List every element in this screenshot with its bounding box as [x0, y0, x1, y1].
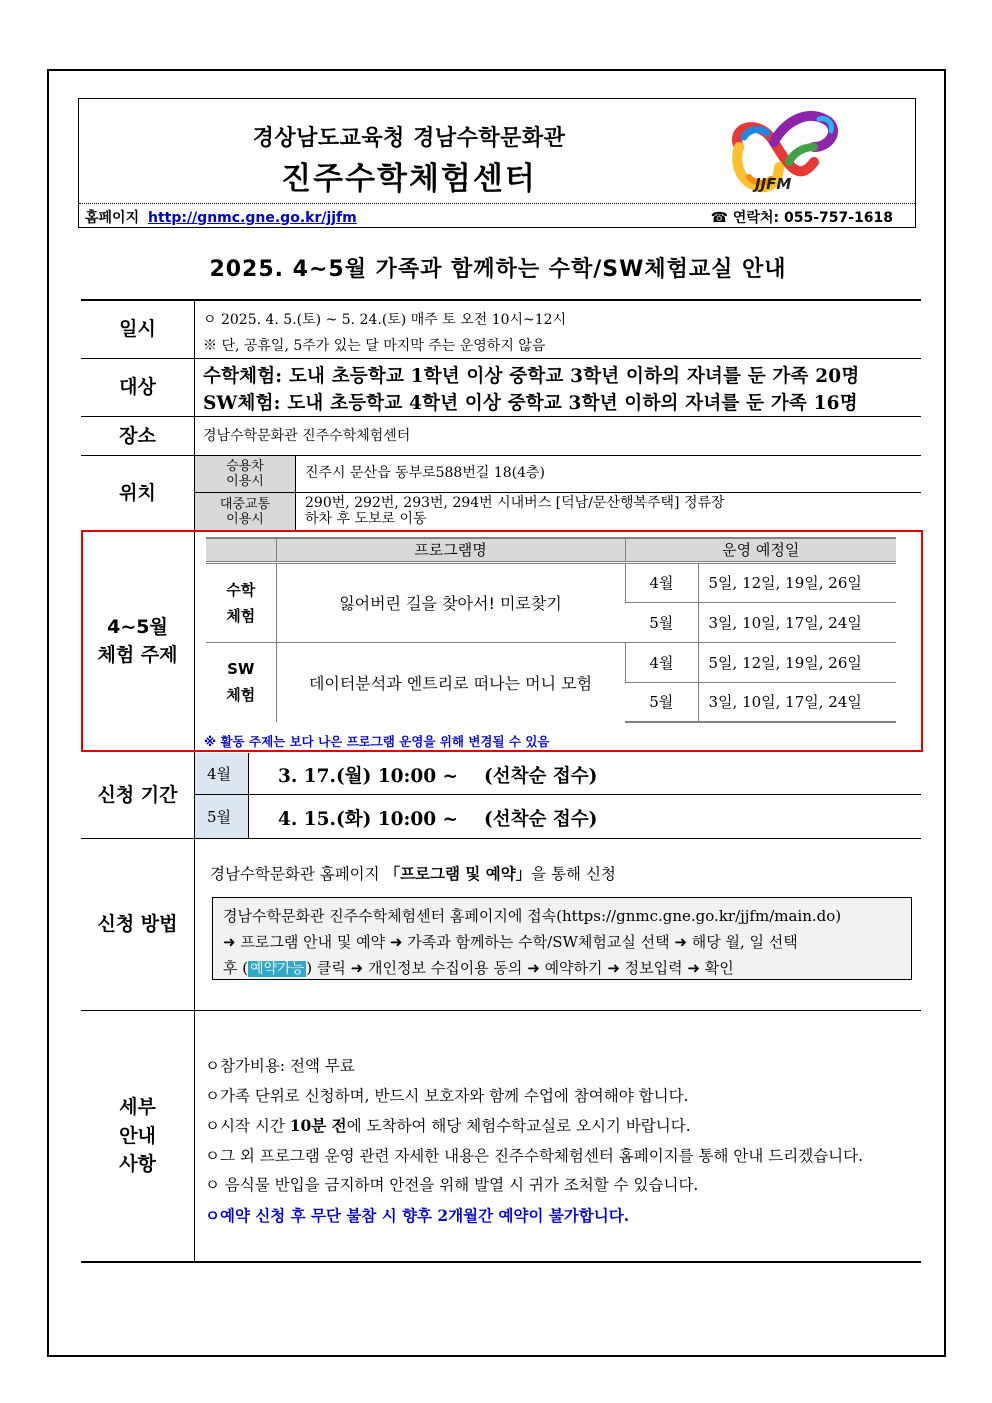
target-label: 대상	[119, 376, 156, 399]
target-sw: SW체험: 도내 초등학교 4학년 이상 중학교 3학년 이하의 자녀를 둔 가족 16명	[203, 393, 858, 414]
divider	[81, 358, 921, 359]
divider	[81, 1261, 921, 1263]
category-line2: 체험	[226, 686, 256, 705]
program-name: 잃어버린 길을 찾아서! 미로찾기	[276, 562, 625, 642]
program-header-blank	[206, 538, 276, 562]
contact-label: 연락처: 055-757-1618	[732, 210, 893, 226]
phone-icon: ☎	[710, 210, 729, 226]
transit-line1: 290번, 292번, 293번, 294번 시내버스 [덕남/문산행복주택] 정류장	[305, 495, 725, 511]
period-start: 4. 15.(화) 10:00 ~	[278, 809, 459, 830]
period-april	[278, 762, 597, 788]
program-category	[206, 642, 276, 722]
detail-more-info: ㅇ그 외 프로그램 운영 관련 자세한 내용은 진주수학체험센터 홈페이지를 통해 안내 드리겠습니다.	[205, 1146, 864, 1165]
step-info: 정보입력	[624, 959, 683, 977]
transit-label-line2: 이용시	[226, 511, 264, 527]
method-intro-text: 을 통해 신청	[531, 865, 616, 883]
period-month: 4월	[195, 753, 249, 794]
arrow-icon: ➜	[527, 959, 540, 977]
logo-text: JJFM	[755, 175, 792, 193]
period-note: (선착순 접수)	[484, 809, 598, 830]
step-select: 가족과 함께하는 수학/SW체험교실 선택	[407, 933, 670, 951]
step-date: 해당 월, 일 선택	[691, 933, 798, 951]
detail-arrival	[205, 1111, 863, 1142]
divider	[81, 416, 921, 417]
program-label-line1: 4~5월	[107, 615, 168, 638]
period-may	[278, 805, 597, 831]
method-step-line1: 경남수학문화관 진주수학체험센터 홈페이지에 접속(https://gnmc.gne.go.kr/jjfm/main.do)	[223, 907, 842, 925]
period-label: 신청 기간	[97, 784, 178, 807]
method-label: 신청 방법	[97, 913, 178, 936]
arrow-icon: ➜	[350, 959, 364, 977]
period-month: 5월	[195, 795, 249, 838]
homepage-info	[85, 207, 357, 227]
homepage-link[interactable]: http://gnmc.gne.go.kr/jjfm	[147, 210, 357, 226]
arrow-icon: ➜	[687, 959, 700, 977]
divider	[81, 838, 921, 839]
category-line1: SW	[227, 660, 255, 679]
homepage-label: 홈페이지	[85, 210, 140, 226]
method-intro-text: 경남수학문화관 홈페이지	[210, 865, 385, 883]
arrow-icon: ➜	[389, 933, 403, 951]
arrow-icon: ➜	[674, 933, 687, 951]
detail-fee: ㅇ참가비용: 전액 무료	[205, 1057, 355, 1075]
step-after: 후 (	[223, 959, 249, 977]
table-row	[206, 562, 896, 602]
transit-label	[195, 493, 296, 530]
program-header-dates: 운영 예정일	[625, 538, 896, 562]
program-month: 5월	[625, 602, 698, 642]
category-line1: 수학	[226, 580, 256, 599]
program-label	[81, 532, 194, 750]
method-steps-box	[212, 897, 912, 980]
divider	[81, 299, 921, 301]
notice-title: 2025. 4~5월 가족과 함께하는 수학/SW체험교실 안내	[209, 257, 787, 282]
category-line2: 체험	[226, 606, 256, 625]
program-name: 데이터분석과 엔트리로 떠나는 머니 모험	[276, 642, 625, 722]
program-dates: 5일, 12일, 19일, 26일	[698, 562, 896, 602]
step-program: 프로그램 안내 및 예약	[240, 933, 386, 951]
program-label-line2: 체험 주제	[97, 644, 178, 666]
details-list	[205, 1052, 863, 1230]
program-header-name: 프로그램명	[276, 538, 625, 562]
location-label: 위치	[119, 481, 156, 504]
program-dates: 5일, 12일, 19일, 26일	[698, 642, 896, 682]
program-dates: 3일, 10일, 17일, 24일	[698, 682, 896, 722]
detail-arrival-text: 에 도착하여 해당 체험수학교실로 오시기 바랍니다.	[346, 1117, 691, 1135]
car-label-line2: 이용시	[226, 474, 264, 489]
detail-arrival-text: ㅇ시작 시간	[205, 1117, 290, 1135]
arrow-icon: ➜	[223, 933, 236, 951]
details-label-line3: 사항	[119, 1153, 156, 1176]
program-change-note: ※ 활동 주제는 보다 나은 프로그램 운영을 위해 변경될 수 있음	[204, 734, 550, 749]
table-row	[206, 642, 896, 682]
step-click: ) 클릭	[306, 959, 346, 977]
detail-no-show-warning: ㅇ예약 신청 후 무단 불참 시 향후 2개월간 예약이 불가합니다.	[205, 1205, 630, 1225]
venue-value: 경남수학문화관 진주수학체험센터	[203, 428, 411, 444]
center-name: 진주수학체험센터	[281, 161, 537, 197]
details-label-line1: 세부	[119, 1096, 156, 1119]
divider	[195, 794, 921, 795]
target-math: 수학체험: 도내 초등학교 1학년 이상 중학교 3학년 이하의 자녀를 둔 가족 20명	[203, 366, 860, 387]
program-month: 5월	[625, 682, 698, 722]
car-address: 진주시 문산읍 동부로588번길 18(4층)	[305, 465, 546, 481]
program-month: 4월	[625, 642, 698, 682]
step-consent: 개인정보 수집이용 동의	[367, 959, 523, 977]
car-label	[195, 456, 296, 492]
divider	[81, 1010, 921, 1011]
program-table	[206, 537, 896, 723]
schedule-label: 일시	[119, 317, 156, 340]
schedule-period: ㅇ 2025. 4. 5.(토) ~ 5. 24.(토) 매주 토 오전 10시~12시	[203, 312, 567, 328]
reservation-available-badge: 예약가능	[250, 961, 305, 977]
method-step-line2	[223, 929, 901, 955]
organization-name: 경상남도교육청 경남수학문화관	[252, 126, 566, 151]
schedule-exception: ※ 단, 공휴일, 5주가 있는 달 마지막 주는 운영하지 않음	[203, 338, 546, 354]
step-reserve: 예약하기	[544, 959, 603, 977]
detail-food-safety: ㅇ 음식물 반입을 금지하며 안전을 위해 발열 시 귀가 조처할 수 있습니다.	[205, 1176, 699, 1194]
venue-label: 장소	[119, 424, 156, 447]
header-box	[78, 98, 916, 228]
detail-family: ㅇ가족 단위로 신청하며, 반드시 보호자와 함께 수업에 참여해야 합니다.	[205, 1086, 689, 1105]
program-dates: 3일, 10일, 17일, 24일	[698, 602, 896, 642]
divider	[195, 492, 921, 493]
method-intro-menu: 「프로그램 및 예약」	[384, 865, 532, 883]
method-intro	[210, 862, 616, 884]
header-divider	[79, 203, 915, 204]
step-confirm: 확인	[704, 959, 734, 977]
contact-info	[711, 207, 893, 227]
method-step-line3	[223, 955, 901, 982]
transit-label-line1: 대중교통	[219, 496, 271, 512]
details-label	[81, 1011, 194, 1261]
transit-line2: 하차 후 도보로 이동	[305, 511, 427, 527]
program-month: 4월	[625, 562, 698, 602]
detail-arrival-time: 10분 전	[289, 1116, 347, 1135]
program-category	[206, 562, 276, 642]
details-label-line2: 안내	[119, 1124, 156, 1147]
arrow-icon: ➜	[607, 959, 620, 977]
period-start: 3. 17.(월) 10:00 ~	[278, 766, 459, 787]
car-label-line1: 승용차	[226, 459, 264, 474]
period-note: (선착순 접수)	[484, 766, 598, 787]
